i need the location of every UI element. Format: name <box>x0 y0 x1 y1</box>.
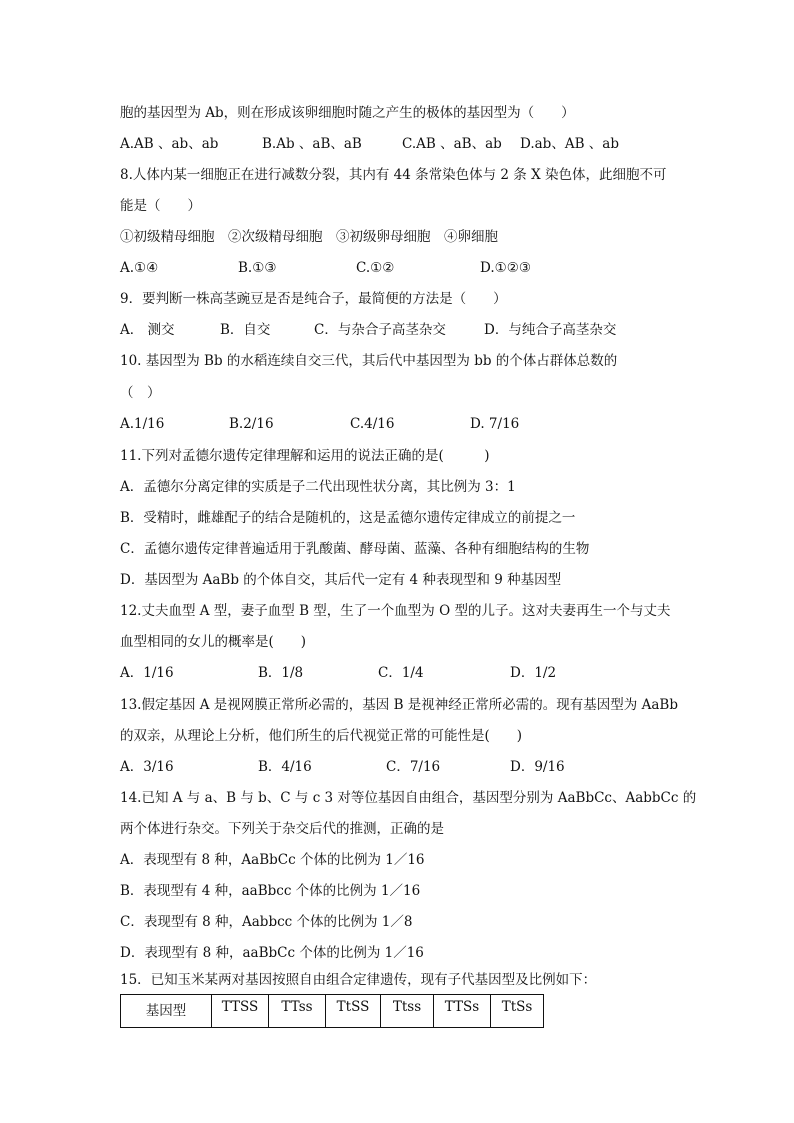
q10-stem-line1: 10. 基因型为 Bb 的水稻连续自交三代，其后代中基因型为 bb 的个体占群体总数的 <box>120 353 618 369</box>
q11-stem: 11.下列对孟德尔遗传定律理解和运用的说法正确的是( ) <box>120 448 490 464</box>
q11-option-a: A．孟德尔分离定律的实质是子二代出现性状分离，其比例为 3：1 <box>120 479 516 495</box>
q13-option-c: C．7/16 <box>386 759 441 775</box>
table-cell: Ttss <box>381 995 434 1028</box>
q8-option-a: A.①④ <box>120 260 159 276</box>
q12-option-b: B．1/8 <box>258 665 304 681</box>
table-row <box>121 995 544 1028</box>
q13-stem-line1: 13.假定基因 A 是视网膜正常所必需的，基因 B 是视神经正常所必需的。现有基因型为 AaBb <box>120 697 678 713</box>
q7-stem: 胞的基因型为 Ab，则在形成该卵细胞时随之产生的极体的基因型为（ ） <box>120 105 575 121</box>
q13-stem-line2: 的双亲，从理论上分析，他们所生的后代视觉正常的可能性是( ) <box>120 728 523 744</box>
q10-option-d: D. 7/16 <box>470 416 520 432</box>
q8-option-d: D.①②③ <box>480 260 531 276</box>
q14-stem-line1: 14.已知 A 与 a、B 与 b、C 与 c 3 对等位基因自由组合，基因型分别为 AaBbCc、AabbCc 的 <box>120 790 697 806</box>
q10-option-b: B.2/16 <box>229 416 274 432</box>
q13-option-a: A．3/16 <box>120 759 174 775</box>
q7-option-d: D.ab、AB 、ab <box>520 136 619 152</box>
table-cell: TTss <box>269 995 326 1028</box>
q12-option-c: C．1/4 <box>378 665 424 681</box>
q7-option-c: C.AB 、aB、ab <box>402 136 502 152</box>
q8-option-c: C.①② <box>356 260 395 276</box>
q8-items: ①初级精母细胞 ②次级精母细胞 ③初级卵母细胞 ④卵细胞 <box>120 229 498 245</box>
q14-option-b: B．表现型有 4 种，aaBbcc 个体的比例为 1／16 <box>120 883 421 899</box>
q9-option-c: C．与杂合子高茎杂交 <box>314 322 446 338</box>
q12-option-d: D．1/2 <box>510 665 557 681</box>
q12-stem-line2: 血型相同的女儿的概率是( ) <box>120 634 307 650</box>
q11-option-c: C．孟德尔遗传定律普遍适用于乳酸菌、酵母菌、蓝藻、各种有细胞结构的生物 <box>120 541 590 557</box>
q14-stem-line2: 两个体进行杂交。下列关于杂交后代的推测，正确的是 <box>120 821 444 837</box>
q9-option-b: B．自交 <box>220 322 271 338</box>
genotype-table <box>120 994 544 1028</box>
table-cell: TTSs <box>434 995 491 1028</box>
q8-stem-line2: 能是（ ） <box>120 198 201 214</box>
q9-option-d: D．与纯合子高茎杂交 <box>484 322 617 338</box>
table-cell: TTSS <box>212 995 269 1028</box>
q10-stem-line2: （ ） <box>120 385 161 401</box>
q7-option-b: B.Ab 、aB、aB <box>262 136 362 152</box>
table-header-cell: 基因型 <box>121 995 212 1028</box>
q14-option-a: A．表现型有 8 种，AaBbCc 个体的比例为 1／16 <box>120 852 425 868</box>
q14-option-d: D．表现型有 8 种，aaBbCc 个体的比例为 1／16 <box>120 945 424 961</box>
q7-option-a: A.AB 、ab、ab <box>120 136 219 152</box>
q13-option-b: B．4/16 <box>258 759 312 775</box>
q12-option-a: A．1/16 <box>120 665 174 681</box>
q8-option-b: B.①③ <box>238 260 277 276</box>
q10-option-c: C.4/16 <box>350 416 395 432</box>
table-cell: TtSS <box>326 995 381 1028</box>
q9-option-a: A． 测交 <box>120 322 175 338</box>
q13-option-d: D．9/16 <box>510 759 565 775</box>
q9-stem: 9．要判断一株高茎豌豆是否是纯合子，最简便的方法是（ ） <box>120 291 507 307</box>
q15-stem: 15．已知玉米某两对基因按照自由组合定律遗传，现有子代基因型及比例如下： <box>120 972 597 988</box>
q11-option-b: B．受精时，雌雄配子的结合是随机的，这是孟德尔遗传定律成立的前提之一 <box>120 510 576 526</box>
q12-stem-line1: 12.丈夫血型 A 型，妻子血型 B 型，生了一个血型为 O 型的儿子。这对夫妻再生一个与丈夫 <box>120 603 671 619</box>
q8-stem-line1: 8.人体内某一细胞正在进行减数分裂，其内有 44 条常染色体与 2 条 X 染色体，此细胞不可 <box>120 167 667 183</box>
q10-option-a: A.1/16 <box>120 416 165 432</box>
q11-option-d: D．基因型为 AaBb 的个体自交，其后代一定有 4 种表现型和 9 种基因型 <box>120 572 562 588</box>
table-cell: TtSs <box>491 995 544 1028</box>
q14-option-c: C．表现型有 8 种，Aabbcc 个体的比例为 1／8 <box>120 914 413 930</box>
